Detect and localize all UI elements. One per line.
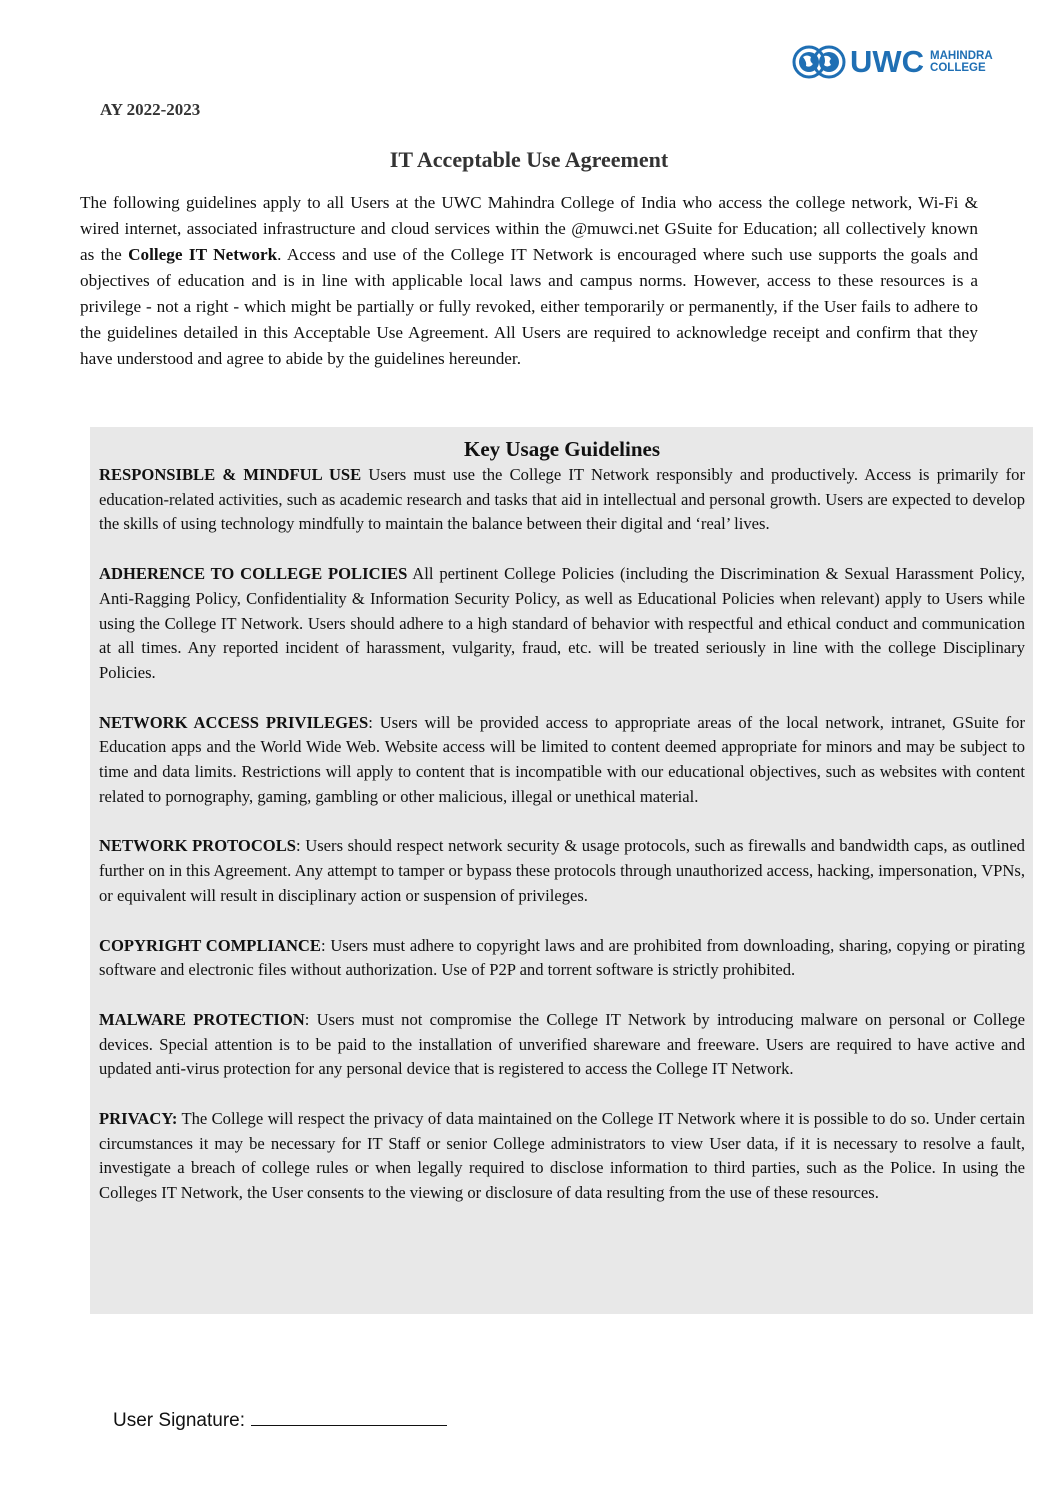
logo-subtitle-line2: COLLEGE — [930, 62, 986, 74]
guideline-heading: NETWORK ACCESS PRIVILEGES — [99, 712, 369, 732]
guideline-text: Users must use the College IT Network responsibly and productively. Access is primarily for education-related activities, such as academic research and tasks that aid in intellectual and personal growth. Users are expected to develop the skills of using technology mindfully to maintain the balance between their digital and ‘real’ lives. — [99, 465, 1025, 534]
guidelines-heading: Key Usage Guidelines — [463, 437, 660, 461]
guideline-item — [99, 934, 1025, 983]
guideline-text: : Users should respect network security & usage protocols, such as firewalls and bandwidth caps, as outlined further on in this Agreement. Any attempt to tamper or bypass these protocols through unauthorized access, hacking, impersonation, VPNs, or equivalent will result in disciplinary action or suspension of privileges. — [99, 836, 1025, 905]
guideline-item — [99, 711, 1025, 810]
guideline-heading: NETWORK PROTOCOLS — [99, 836, 297, 856]
guideline-item — [99, 834, 1025, 908]
guideline-heading: COPYRIGHT COMPLIANCE — [99, 935, 321, 955]
guideline-text: The College will respect the privacy of data maintained on the College IT Network where it is possible to do so. Under certain circumstances it may be necessary for IT Staff or senior College administrators to view User data, if it is necessary to resolve a fault, investigate a breach of college rules or when legally required to disclose information to third parties, such as the Police. In using the Colleges IT Network, the User consents to the viewing or disclosure of data resulting from the use of these resources. — [99, 1109, 1025, 1203]
intro-bold-term: College IT Network — [128, 245, 278, 264]
guideline-text: All pertinent College Policies (including the Discrimination & Sexual Harassment Policy, Anti-Ragging Policy, Confidentiality & Information Security Policy, as well as Educational Policies when relevant) apply to Users while using the College IT Network. Users should adhere to a high standard of behavior with respectful and ethical conduct and communication at all times. Any reported incident of harassment, vulgarity, fraud, etc. will be treated seriously in line with the college Disciplinary Policies. — [99, 564, 1025, 682]
guideline-heading: PRIVACY: — [99, 1109, 178, 1129]
intro-paragraph — [80, 190, 978, 372]
page-title: IT Acceptable Use Agreement — [389, 147, 669, 172]
intro-text-start: The following guidelines apply to all Users at the UWC Mahindra College of India who access the college network, Wi-Fi & wired internet, associated infrastructure and cloud services within the @muwci.net GSuite for Education; all collectively known as the — [80, 193, 978, 264]
signature-line[interactable] — [251, 1409, 447, 1426]
guideline-item — [99, 562, 1025, 686]
logo-subtitle — [930, 50, 993, 74]
guidelines-panel — [90, 427, 1033, 1314]
guideline-heading: RESPONSIBLE & MINDFUL USE — [99, 465, 362, 484]
guideline-heading: ADHERENCE TO COLLEGE POLICIES — [99, 564, 408, 584]
globe-icon — [792, 45, 846, 79]
signature-block — [113, 1409, 447, 1432]
guideline-item — [99, 463, 1025, 537]
academic-year: AY 2022-2023 — [100, 100, 201, 119]
intro-text-end: . Access and use of the College IT Network is encouraged where such use supports the goals and objectives of education and is in line with applicable local laws and campus norms. However, access to these resources is a privilege - not a right - which might be partially or fully revoked, either temporarily or permanently, if the User fails to adhere to the guidelines detailed in this Acceptable Use Agreement. All Users are required to acknowledge receipt and confirm that they have understood and agree to abide by the guidelines hereunder. — [80, 245, 978, 368]
logo-subtitle-line1: MAHINDRA — [930, 50, 993, 62]
logo-wordmark: UWC — [850, 44, 925, 79]
signature-label: User Signature: — [113, 1410, 246, 1431]
guideline-item — [99, 1008, 1025, 1082]
guideline-text: : Users will be provided access to appropriate areas of the local network, intranet, GSuite for Education apps and the World Wide Web. Website access will be limited to content deemed appropriate for minors and may be subject to time and data limits. Restrictions will apply to content that is incompatible with our educational objectives, such as websites with content related to pornography, gaming, gambling or other malicious, illegal or unethical material. — [99, 712, 1025, 806]
guidelines-content — [99, 435, 1025, 1231]
guideline-text: : Users must not compromise the College IT Network by introducing malware on personal or College devices. Special attention is to be paid to the installation of unverified shareware and freeware. Users are required to have active and updated anti-virus protection for any personal device that is registered to access the College IT Network. — [99, 1009, 1025, 1079]
college-logo — [792, 44, 1014, 80]
guideline-item — [99, 1107, 1025, 1206]
guideline-heading: MALWARE PROTECTION — [99, 1009, 305, 1029]
guideline-text: : Users must adhere to copyright laws and are prohibited from downloading, sharing, copying or pirating software and electronic files without authorization. Use of P2P and torrent software is strictly prohibited. — [99, 935, 1025, 980]
